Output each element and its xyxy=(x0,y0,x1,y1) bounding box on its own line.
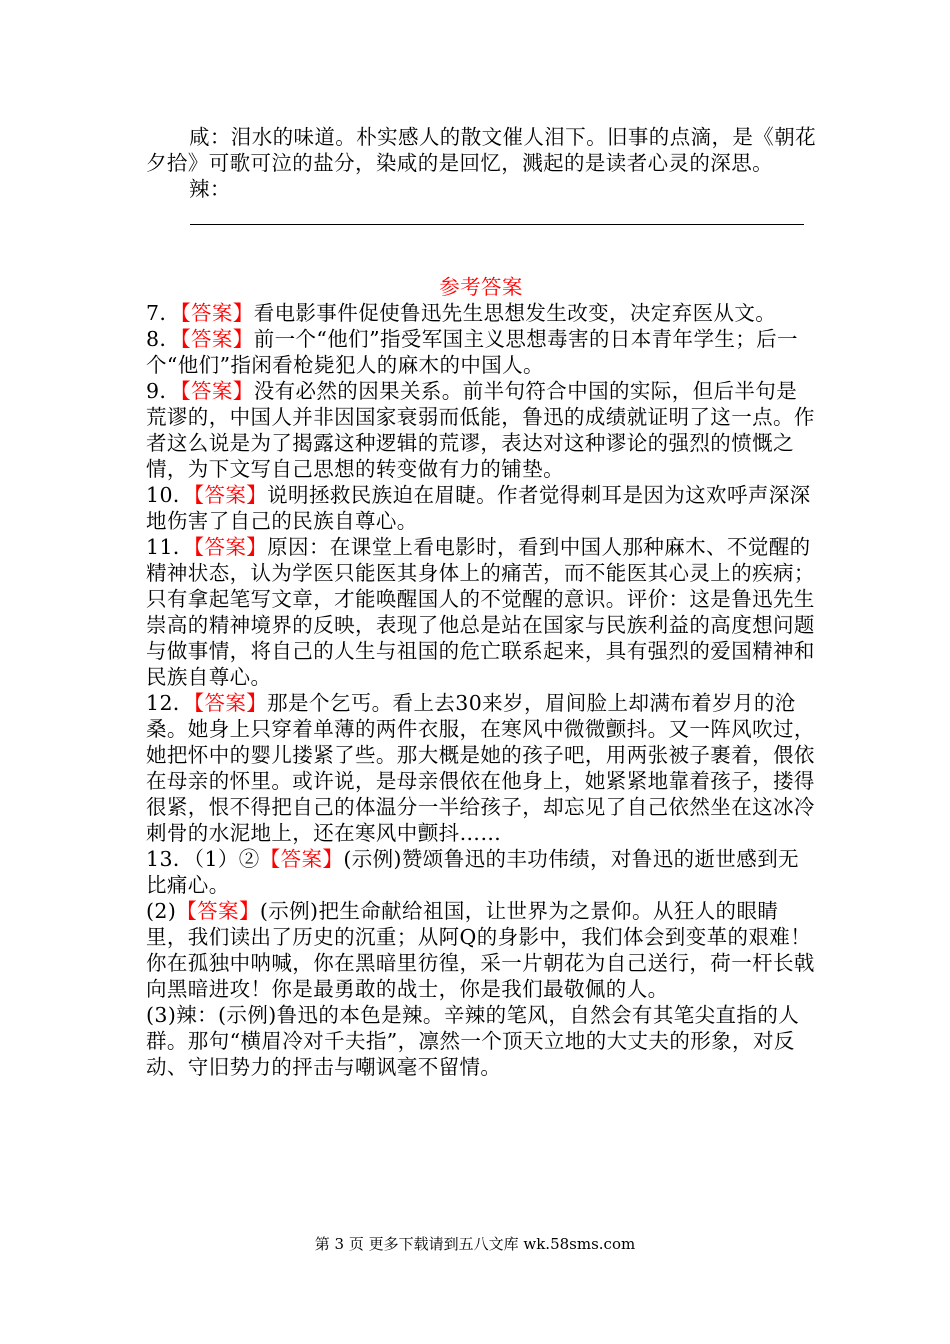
answer-tag: 【答案】 xyxy=(176,899,260,923)
answer-text: 说明拯救民族迫在眉睫。作者觉得刺耳是因为这欢呼声深深地伤害了自己的民族自尊心。 xyxy=(146,483,811,533)
answer-item-13-part2 xyxy=(146,898,816,1002)
question-number: 12． xyxy=(146,691,194,715)
question-number: 13． xyxy=(146,847,194,871)
sub-question-prefix: (2) xyxy=(146,899,177,923)
answer-item-12 xyxy=(146,690,816,846)
answer-item-11 xyxy=(146,534,816,690)
la-label: 辣： xyxy=(189,177,231,201)
answer-tag: 【答案】 xyxy=(180,327,254,351)
answer-text: 看电影事件促使鲁迅先生思想发生改变，决定弃医从文。 xyxy=(253,301,777,325)
answer-tag: 【答案】 xyxy=(180,301,254,325)
answer-text: 原因：在课堂上看电影时，看到中国人那种麻木、不觉醒的精神状态，认为学医只能医其身体上的痛苦，而不能医其心灵上的疾病；只有拿起笔写文章，才能唤醒国人的不觉醒的意识。评价：这是鲁迅先生崇高的精神境界的反映，表现了他总是站在国家与民族利益的高度想问题与做事情，将自己的人生与祖国的危亡联系起来，具有强烈的爱国精神和民族自尊心。 xyxy=(146,535,815,689)
answer-text: 那是个乞丐。看上去30来岁，眉间脸上却满布着岁月的沧桑。她身上只穿着单薄的两件衣服，在寒风中微微颤抖。又一阵风吹过，她把怀中的婴儿搂紧了些。那大概是她的孩子吧，用两张被子裹着，偎依在母亲的怀里。或许说，是母亲偎依在他身上，她紧紧地靠着孩子，搂得很紧，恨不得把自己的体温分一半给孩子，却忘见了自己依然坐在这冰冷刺骨的水泥地上，还在寒风中颤抖…… xyxy=(146,691,815,845)
answer-item-9 xyxy=(146,378,816,482)
answer-blank-line xyxy=(190,224,804,225)
answer-text: 没有必然的因果关系。前半句符合中国的实际，但后半句是荒谬的，中国人并非因国家衰弱而低能，鲁迅的成绩就证明了这一点。作者这么说是为了揭露这种逻辑的荒谬，表达对这种谬论的强烈的愤慨之情，为下文写自己思想的转变做有力的铺垫。 xyxy=(146,379,815,481)
answer-tag: 【答案】 xyxy=(193,535,268,559)
answer-tag: 【答案】 xyxy=(180,379,254,403)
question-number: 8． xyxy=(146,327,181,351)
question-number: 7． xyxy=(146,301,181,325)
answer-tag: 【答案】 xyxy=(193,691,268,715)
answer-item-13-part1 xyxy=(146,846,816,898)
answer-item-13-part3: (3)辣：(示例)鲁迅的本色是辣。辛辣的笔风，自然会有其笔尖直指的人群。那句“横眉冷对千夫指”，凛然一个顶天立地的大丈夫的形象，对反动、守旧势力的抨击与嘲讽毫不留情。 xyxy=(146,1003,800,1079)
sub-question-prefix: （1）② xyxy=(193,847,260,871)
answer-item-8 xyxy=(146,326,816,378)
answer-item-10 xyxy=(146,482,816,534)
answer-tag: 【答案】 xyxy=(259,847,344,871)
question-number: 9． xyxy=(146,379,181,403)
answer-item-7 xyxy=(146,300,816,326)
xian-paragraph: 咸：泪水的味道。朴实感人的散文催人泪下。旧事的点滴，是《朝花夕拾》可歌可泣的盐分，染咸的是回忆，溅起的是读者心灵的深思。 xyxy=(146,125,816,175)
page-footer: 第 3 页 更多下载请到五八文库 wk.58sms.com xyxy=(314,1235,636,1253)
question-number: 11． xyxy=(146,535,194,559)
question-number: 10． xyxy=(146,483,194,507)
answer-text: (示例)把生命献给祖国，让世界为之景仰。从狂人的眼睛里，我们读出了历史的沉重；从阿Q的身影中，我们体会到变革的艰难！你在孤独中呐喊，你在黑暗里彷徨，采一片朝花为自己送行，荷一杆长戟向黑暗进攻！你是最勇敢的战士，你是我们最敬佩的人。 xyxy=(146,899,815,1001)
answer-tag: 【答案】 xyxy=(193,483,268,507)
answer-text: (示例)赞颂鲁迅的丰功伟绩，对鲁迅的逝世感到无比痛心。 xyxy=(146,847,800,897)
answer-section-title: 参考答案 xyxy=(439,275,523,299)
answer-text: 前一个“他们”指受军国主义思想毒害的日本青年学生；后一个“他们”指闲看枪毙犯人的麻木的中国人。 xyxy=(146,327,798,377)
document-body xyxy=(146,124,816,1080)
